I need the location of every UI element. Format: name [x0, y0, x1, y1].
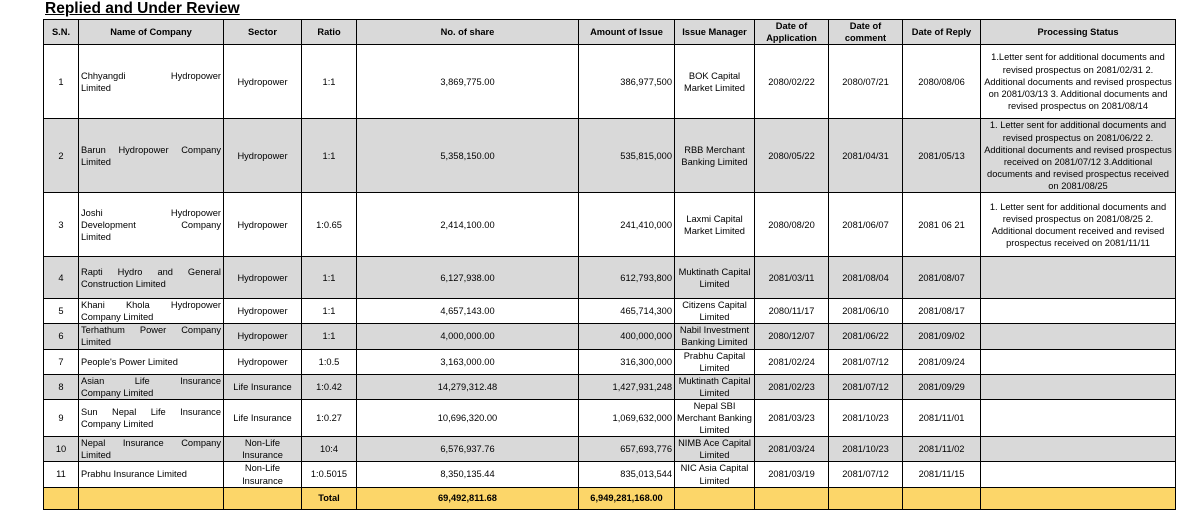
row-issue-manager: NIMB Ace Capital Limited [675, 437, 755, 462]
row-status: 1.Letter sent for additional documents and revised prospectus on 2081/02/31 2. Additional documents and revised prospectus on 2081/03/13 3. Additional documents and revised prospectus on 2081/08/14 [981, 45, 1176, 119]
row-sn: 9 [44, 399, 79, 436]
row-sector: Hydropower [224, 193, 302, 257]
row-amount: 386,977,500 [579, 45, 675, 119]
row-status [981, 257, 1176, 299]
total-empty-cell [829, 487, 903, 509]
row-reply-date: 2081/09/24 [903, 349, 981, 374]
total-empty-cell [903, 487, 981, 509]
row-comment-date: 2081/07/12 [829, 462, 903, 487]
table-row [44, 119, 1176, 193]
row-sn: 3 [44, 193, 79, 257]
row-reply-date: 2081/09/29 [903, 374, 981, 399]
company-name-line: Asian Life Insurance [81, 375, 221, 386]
total-shares: 69,492,811.68 [357, 487, 579, 509]
company-name-line: Nepal Insurance Company [81, 438, 221, 449]
table-row [44, 193, 1176, 257]
company-name-line: Company Limited [81, 387, 154, 398]
company-name-line: Development Company [81, 219, 221, 230]
company-name-line: Sun Nepal Life Insurance [81, 406, 221, 417]
row-status [981, 324, 1176, 349]
row-reply-date: 2081/09/02 [903, 324, 981, 349]
row-sector: Hydropower [224, 324, 302, 349]
row-shares: 14,279,312.48 [357, 374, 579, 399]
total-label: Total [302, 487, 357, 509]
company-name-line: Joshi Hydropower [81, 207, 221, 218]
row-app-date: 2080/11/17 [755, 299, 829, 324]
table-row [44, 349, 1176, 374]
row-amount: 316,300,000 [579, 349, 675, 374]
company-name-line: Construction Limited [81, 278, 166, 289]
row-issue-manager: Nabil Investment Banking Limited [675, 324, 755, 349]
row-amount: 535,815,000 [579, 119, 675, 193]
row-sector: Life Insurance [224, 374, 302, 399]
row-status [981, 374, 1176, 399]
company-name-line: Prabhu Insurance Limited [81, 469, 187, 480]
row-app-date: 2080/02/22 [755, 45, 829, 119]
company-name-line: Khani Khola Hydropower [81, 300, 221, 311]
row-ratio: 1:1 [302, 119, 357, 193]
row-ratio: 1:1 [302, 45, 357, 119]
row-sn: 4 [44, 257, 79, 299]
row-company-name [79, 437, 224, 462]
row-company-name [79, 399, 224, 436]
row-issue-manager: Muktinath Capital Limited [675, 374, 755, 399]
row-comment-date: 2081/06/22 [829, 324, 903, 349]
row-issue-manager: Prabhu Capital Limited [675, 349, 755, 374]
row-company-name [79, 324, 224, 349]
row-sn: 6 [44, 324, 79, 349]
header-comment-date: Date of comment [829, 20, 903, 45]
row-sn: 5 [44, 299, 79, 324]
company-name-line: Limited [81, 231, 111, 242]
row-app-date: 2081/02/24 [755, 349, 829, 374]
total-empty-cell [675, 487, 755, 509]
row-ratio: 10:4 [302, 437, 357, 462]
row-issue-manager: RBB Merchant Banking Limited [675, 119, 755, 193]
row-sn: 10 [44, 437, 79, 462]
company-name-line: Limited [81, 82, 111, 93]
row-amount: 465,714,300 [579, 299, 675, 324]
row-comment-date: 2081/10/23 [829, 399, 903, 436]
table-body [44, 45, 1176, 487]
header-ratio: Ratio [302, 20, 357, 45]
row-comment-date: 2081/07/12 [829, 349, 903, 374]
row-issue-manager: Nepal SBI Merchant Banking Limited [675, 399, 755, 436]
row-amount: 1,427,931,248 [579, 374, 675, 399]
row-app-date: 2080/12/07 [755, 324, 829, 349]
row-app-date: 2081/03/19 [755, 462, 829, 487]
row-status [981, 462, 1176, 487]
row-ratio: 1:0.5 [302, 349, 357, 374]
company-name-line: Rapti Hydro and General [81, 266, 221, 277]
row-amount: 657,693,776 [579, 437, 675, 462]
row-sn: 2 [44, 119, 79, 193]
header-row [44, 20, 1176, 45]
table-row [44, 257, 1176, 299]
total-empty-cell [44, 487, 79, 509]
company-name-line: Company Limited [81, 312, 154, 323]
row-reply-date: 2081/08/07 [903, 257, 981, 299]
row-reply-date: 2081/11/15 [903, 462, 981, 487]
row-shares: 4,000,000.00 [357, 324, 579, 349]
row-ratio: 1:1 [302, 299, 357, 324]
company-name-line: People's Power Limited [81, 356, 178, 367]
total-amount: 6,949,281,168.00 [579, 487, 675, 509]
row-ratio: 1:0.5015 [302, 462, 357, 487]
row-comment-date: 2081/10/23 [829, 437, 903, 462]
company-name-line: Terhathum Power Company [81, 325, 221, 336]
header-sn: S.N. [44, 20, 79, 45]
row-reply-date: 2081/08/17 [903, 299, 981, 324]
row-company-name [79, 119, 224, 193]
row-shares: 6,576,937.76 [357, 437, 579, 462]
row-app-date: 2081/03/23 [755, 399, 829, 436]
row-sector: Non-Life Insurance [224, 437, 302, 462]
row-sector: Hydropower [224, 119, 302, 193]
table-row [44, 45, 1176, 119]
row-issue-manager: BOK Capital Market Limited [675, 45, 755, 119]
row-sn: 11 [44, 462, 79, 487]
table-row [44, 324, 1176, 349]
row-comment-date: 2081/08/04 [829, 257, 903, 299]
row-status [981, 349, 1176, 374]
row-comment-date: 2081/04/31 [829, 119, 903, 193]
row-company-name [79, 45, 224, 119]
row-sector: Hydropower [224, 299, 302, 324]
row-company-name [79, 299, 224, 324]
row-reply-date: 2080/08/06 [903, 45, 981, 119]
row-shares: 5,358,150.00 [357, 119, 579, 193]
row-comment-date: 2081/06/10 [829, 299, 903, 324]
row-app-date: 2081/02/23 [755, 374, 829, 399]
row-issue-manager: Citizens Capital Limited [675, 299, 755, 324]
total-empty-cell [79, 487, 224, 509]
row-sn: 8 [44, 374, 79, 399]
row-sn: 1 [44, 45, 79, 119]
company-name-line: Company Limited [81, 419, 154, 430]
row-shares: 3,869,775.00 [357, 45, 579, 119]
row-status: 1. Letter sent for additional documents and revised prospectus on 2081/06/22 2. Additional documents and revised prospectus received on 2081/07/12 3.Additional documents and revised prospectus received on 2081/08/25 [981, 119, 1176, 193]
row-app-date: 2081/03/11 [755, 257, 829, 299]
company-name-line: Limited [81, 156, 111, 167]
header-shares: No. of share [357, 20, 579, 45]
header-sector: Sector [224, 20, 302, 45]
row-shares: 10,696,320.00 [357, 399, 579, 436]
table-row [44, 374, 1176, 399]
row-issue-manager: Laxmi Capital Market Limited [675, 193, 755, 257]
row-comment-date: 2081/07/12 [829, 374, 903, 399]
table-row [44, 462, 1176, 487]
row-shares: 2,414,100.00 [357, 193, 579, 257]
row-comment-date: 2081/06/07 [829, 193, 903, 257]
row-shares: 3,163,000.00 [357, 349, 579, 374]
review-table [43, 19, 1176, 510]
total-empty-cell [981, 487, 1176, 509]
header-amount: Amount of Issue [579, 20, 675, 45]
row-ratio: 1:0.42 [302, 374, 357, 399]
row-sector: Hydropower [224, 45, 302, 119]
row-company-name [79, 257, 224, 299]
row-ratio: 1:0.27 [302, 399, 357, 436]
company-name-line: Limited [81, 450, 111, 461]
row-sn: 7 [44, 349, 79, 374]
table-row [44, 399, 1176, 436]
header-status: Processing Status [981, 20, 1176, 45]
row-amount: 612,793,800 [579, 257, 675, 299]
company-name-line: Chhyangdi Hydropower [81, 70, 221, 81]
row-amount: 241,410,000 [579, 193, 675, 257]
row-sector: Non-Life Insurance [224, 462, 302, 487]
row-company-name [79, 374, 224, 399]
row-reply-date: 2081/11/01 [903, 399, 981, 436]
row-comment-date: 2080/07/21 [829, 45, 903, 119]
row-app-date: 2080/05/22 [755, 119, 829, 193]
row-company-name [79, 349, 224, 374]
row-reply-date: 2081 06 21 [903, 193, 981, 257]
row-status [981, 399, 1176, 436]
row-ratio: 1:1 [302, 257, 357, 299]
row-company-name [79, 193, 224, 257]
row-reply-date: 2081/05/13 [903, 119, 981, 193]
header-app-date: Date of Application [755, 20, 829, 45]
row-ratio: 1:0.65 [302, 193, 357, 257]
total-row [44, 487, 1176, 509]
row-amount: 835,013,544 [579, 462, 675, 487]
row-app-date: 2081/03/24 [755, 437, 829, 462]
company-name-line: Barun Hydropower Company [81, 144, 221, 155]
row-company-name [79, 462, 224, 487]
page-title: Replied and Under Review [45, 0, 240, 17]
row-amount: 1,069,632,000 [579, 399, 675, 436]
row-shares: 8,350,135.44 [357, 462, 579, 487]
row-issue-manager: Muktinath Capital Limited [675, 257, 755, 299]
row-sector: Life Insurance [224, 399, 302, 436]
table-row [44, 299, 1176, 324]
row-shares: 4,657,143.00 [357, 299, 579, 324]
row-status [981, 299, 1176, 324]
row-status: 1. Letter sent for additional documents and revised prospectus on 2081/08/25 2. Additional document received and revised prospectus received on 2081/11/11 [981, 193, 1176, 257]
total-empty-cell [755, 487, 829, 509]
row-sector: Hydropower [224, 349, 302, 374]
total-empty-cell [224, 487, 302, 509]
row-app-date: 2080/08/20 [755, 193, 829, 257]
row-ratio: 1:1 [302, 324, 357, 349]
table-row [44, 437, 1176, 462]
header-company: Name of Company [79, 20, 224, 45]
header-reply-date: Date of Reply [903, 20, 981, 45]
row-amount: 400,000,000 [579, 324, 675, 349]
row-reply-date: 2081/11/02 [903, 437, 981, 462]
company-name-line: Limited [81, 337, 111, 348]
row-sector: Hydropower [224, 257, 302, 299]
header-manager: Issue Manager [675, 20, 755, 45]
row-shares: 6,127,938.00 [357, 257, 579, 299]
row-status [981, 437, 1176, 462]
row-issue-manager: NIC Asia Capital Limited [675, 462, 755, 487]
